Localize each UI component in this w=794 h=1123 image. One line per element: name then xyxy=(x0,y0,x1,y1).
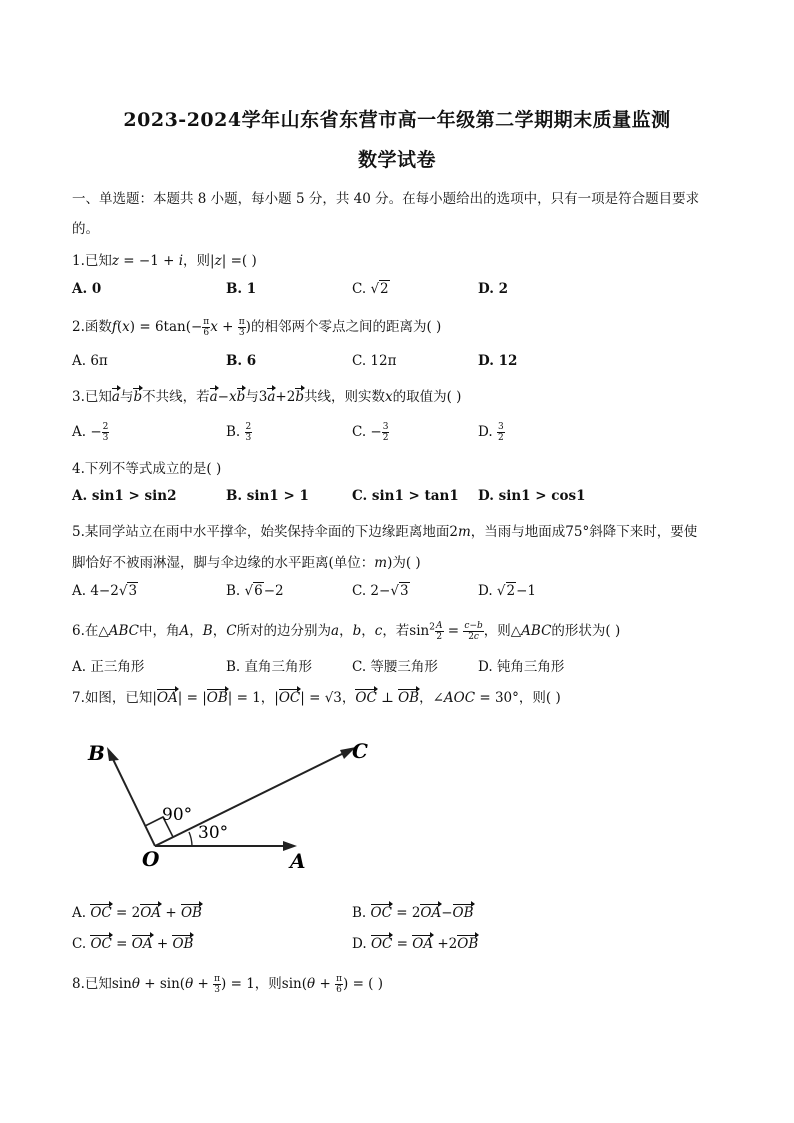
label-angle-90: 90° xyxy=(162,805,193,825)
q1-option-a: A. 0 xyxy=(72,281,102,297)
q7-option-a: A. OC = 2OA + OB xyxy=(72,905,202,921)
q5-option-a: A. 4−2√3 xyxy=(72,583,138,599)
q4-option-c: C. sin1 > tan1 xyxy=(352,488,459,504)
question-7-stem: 7.如图，已知|OA| = |OB| = 1，|OC| = √3，OC ⊥ OB，∠AOC = 30°，则( ) xyxy=(72,690,561,706)
exam-subtitle: 数学试卷 xyxy=(357,149,436,171)
label-a: A xyxy=(290,849,306,873)
exam-title: 2023-2024学年山东省东营市高一年级第二学期期末质量监测 xyxy=(123,109,671,131)
label-c: C xyxy=(352,739,368,763)
question-4-stem: 4.下列不等式成立的是( ) xyxy=(72,461,222,477)
q7-option-b: B. OC = 2OA−OB xyxy=(352,905,474,921)
question-5-line2: 脚恰好不被雨淋湿，脚与伞边缘的水平距离(单位：m)为( ) xyxy=(72,555,421,571)
q5-option-b: B. √6−2 xyxy=(226,583,284,599)
question-1-stem: 1.已知z = −1 + i，则|z| =( ) xyxy=(72,253,257,269)
q3-option-d: D. $\frac{3}{2}$ xyxy=(478,422,504,443)
q4-option-b: B. sin1 > 1 xyxy=(226,488,309,504)
vector-ob-line xyxy=(110,753,155,846)
question-6-stem: 6.在△ABC中，角A，B，C所对的边分别为a，b，c，若$\sin^2$ $\frac{A}{2}$ = $\frac{c-b}{2c}$ ，则△ABC的形状为( ) xyxy=(72,621,621,642)
q1-option-c: C. √2 xyxy=(352,281,389,297)
q2-option-a: A. 6π xyxy=(72,353,108,369)
angle-30-arc xyxy=(189,832,192,846)
q2-option-c: C. 12π xyxy=(352,353,397,369)
section-intro-line2: 的。 xyxy=(72,221,99,237)
vector-figure xyxy=(80,728,390,878)
q6-option-b: B. 直角三角形 xyxy=(226,659,313,675)
question-5-line1: 5.某同学站立在雨中水平撑伞，始奖保持伞面的下边缘距离地面2m，当雨与地面成75°斜降下来时，要使 xyxy=(72,524,698,540)
question-3-stem: 3.已知a与b不共线，若a−xb与3a+2b共线，则实数x的取值为( ) xyxy=(72,389,462,405)
q1-option-b: B. 1 xyxy=(226,281,257,297)
q4-option-a: A. sin1 > sin2 xyxy=(72,488,177,504)
q6-option-c: C. 等腰三角形 xyxy=(352,659,438,675)
section-intro-line1: 一、单选题：本题共 8 小题，每小题 5 分，共 40 分。在每小题给出的选项中，只有一项是符合题目要求 xyxy=(72,191,700,207)
question-8-stem: 8.已知sinθ + sin(θ + $\frac{\pi}{3}$ ) = 1，则sin(θ + $\frac{\pi}{6}$ ) = ( ) xyxy=(72,974,384,995)
question-2-stem: 2.函数f(x) = 6tan(− $\frac{\pi}{6}$ x + $\frac{\pi}{3}$ )的相邻两个零点之间的距离为( ) xyxy=(72,317,442,338)
q7-option-d: D. OC = OA +2OB xyxy=(352,936,479,952)
label-o: O xyxy=(142,847,160,871)
q3-option-a: A. − $\frac{2}{3}$ xyxy=(72,422,109,443)
q5-option-c: C. 2−√3 xyxy=(352,583,409,599)
q5-option-d: D. √2−1 xyxy=(478,583,537,599)
vector-oc-line xyxy=(155,750,350,846)
label-angle-30: 30° xyxy=(198,823,229,843)
q3-option-b: B. $\frac{2}{3}$ xyxy=(226,422,252,443)
q4-option-d: D. sin1 > cos1 xyxy=(478,488,586,504)
q2-option-b: B. 6 xyxy=(226,353,257,369)
q1-option-d: D. 2 xyxy=(478,281,509,297)
arrowhead-b xyxy=(107,747,119,761)
q2-option-d: D. 12 xyxy=(478,353,518,369)
q6-option-d: D. 钝角三角形 xyxy=(478,659,565,675)
q3-option-c: C. − $\frac{3}{2}$ xyxy=(352,422,389,443)
q7-option-c: C. OC = OA + OB xyxy=(72,936,194,952)
q6-option-a: A. 正三角形 xyxy=(72,659,145,675)
label-b: B xyxy=(88,741,105,765)
